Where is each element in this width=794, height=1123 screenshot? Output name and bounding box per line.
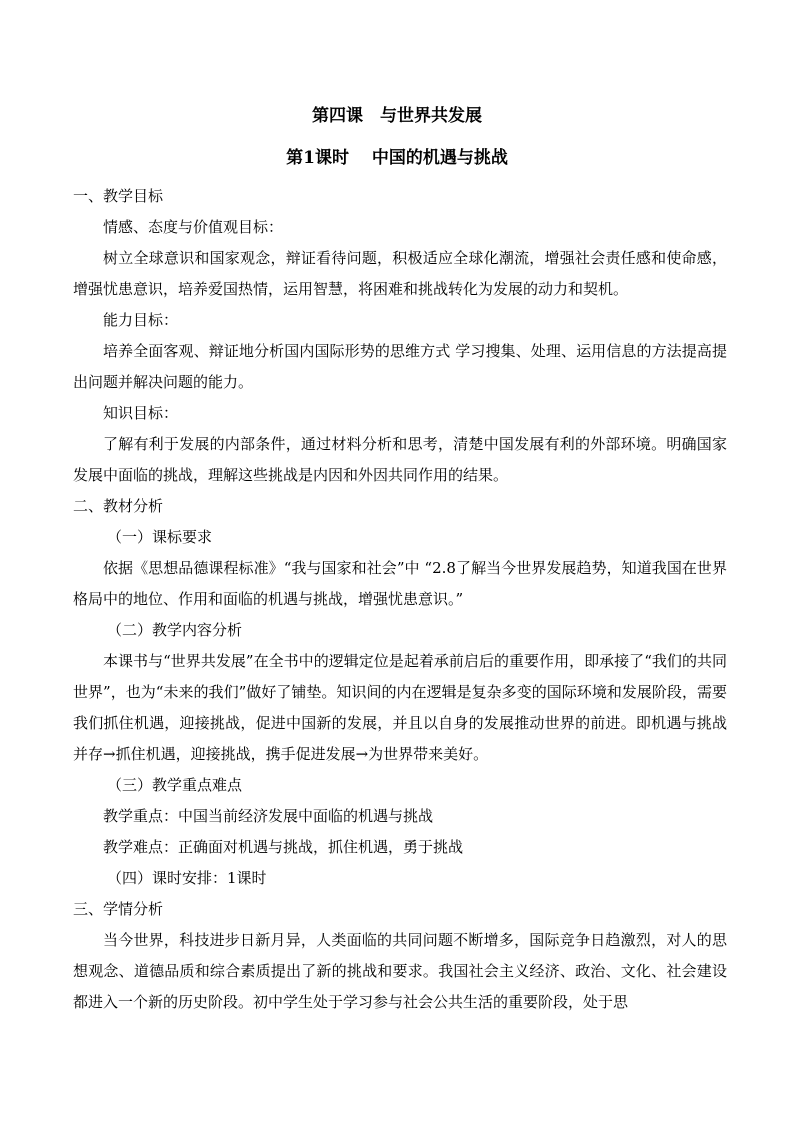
paragraph: 树立全球意识和国家观念，辩证看待问题，积极适应全球化潮流，增强社会责任感和使命感，增强忧患意识，培养爱国热情，运用智慧，将困难和挑战转化为发展的动力和契机。 [73,249,727,298]
paragraph: 教学难点：正确面对机遇与挑战，抓住机遇，勇于挑战 [103,838,464,856]
paragraph: 当今世界，科技进步日新月异，人类面临的共同问题不断增多，国际竞争日趋激烈，对人的思想观念、道德品质和综合素质提出了新的挑战和要求。我国社会主义经济、政治、文化、社会建设都进入一个新的历史阶段。初中学生处于学习参与社会公共生活的重要阶段，处于思 [73,931,727,1011]
section-heading: 一、教学目标 [73,187,164,205]
paragraph: 依据《思想品德课程标准》“我与国家和社会”中 “2.8了解当今世界发展趋势，知道我国在世界格局中的地位、作用和面临的机遇与挑战，增强忧患意识。” [73,559,727,608]
document-body [73,181,727,1018]
paragraph: 教学重点：中国当前经济发展中面临的机遇与挑战 [103,807,434,825]
paragraph: 知识目标： [103,404,179,422]
paragraph: 能力目标： [103,311,179,329]
subsection-heading: （三）教学重点难点 [107,776,243,794]
subsection-heading: （二）教学内容分析 [107,621,243,639]
paragraph: 了解有利于发展的内部条件，通过材料分析和思考，清楚中国发展有利的外部环境。明确国家发展中面临的挑战，理解这些挑战是内因和外因共同作用的结果。 [73,435,727,484]
lesson-subtitle: 第1课时 中国的机遇与挑战 [286,148,508,168]
lesson-title: 第四课 与世界共发展 [312,106,482,126]
section-heading: 二、教材分析 [73,497,164,515]
paragraph: 本课书与“世界共发展”在全书中的逻辑定位是起着承前启后的重要作用，即承接了“我们的共同世界”，也为“未来的我们”做好了铺垫。知识间的内在逻辑是复杂多变的国际环境和发展阶段，需要我们抓住机遇，迎接挑战，促进中国新的发展，并且以自身的发展推动世界的前进。即机遇与挑战并存→抓住机遇，迎接挑战，携手促进发展→为世界带来美好。 [73,652,727,763]
section-heading: 三、学情分析 [73,900,164,918]
paragraph: 情感、态度与价值观目标： [103,218,284,236]
subsection-heading: （一）课标要求 [107,528,213,546]
subsection-heading: （四）课时安排：1课时 [107,869,267,887]
paragraph: 培养全面客观、辩证地分析国内国际形势的思维方式 学习搜集、处理、运用信息的方法提高提出问题并解决问题的能力。 [73,342,727,391]
